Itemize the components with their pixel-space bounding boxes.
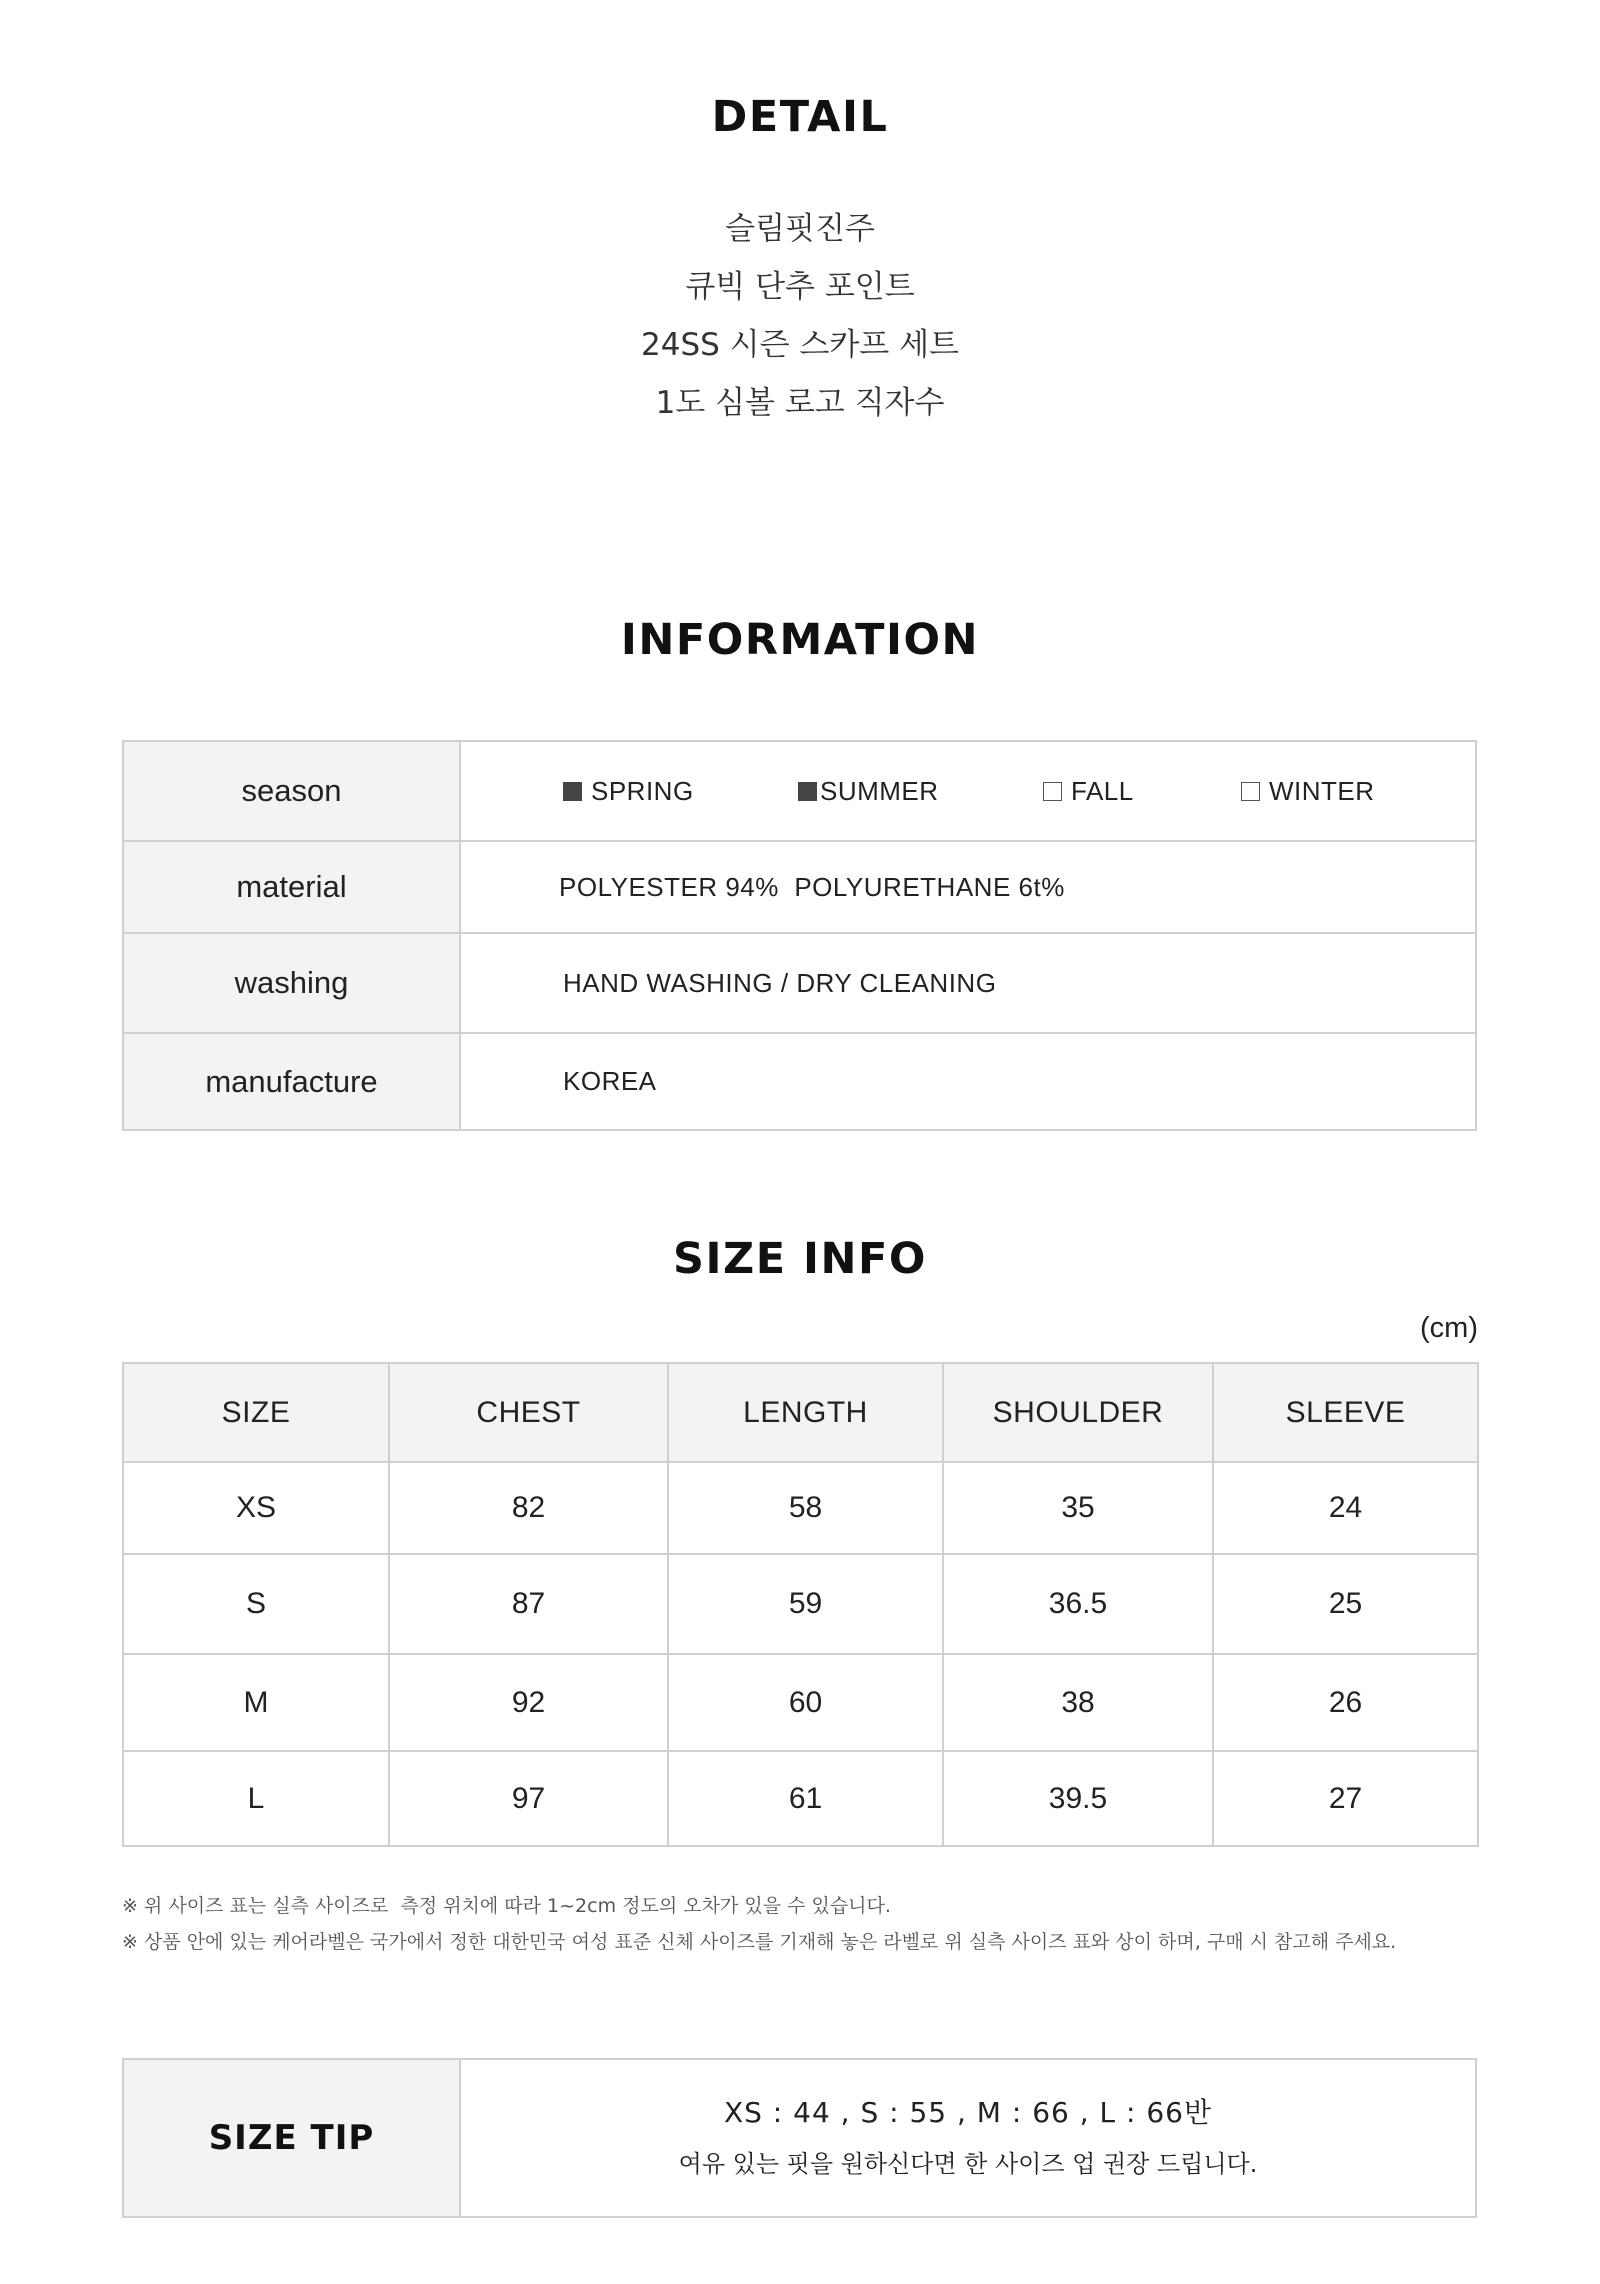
column-header: SIZE: [123, 1363, 389, 1462]
column-header: LENGTH: [668, 1363, 943, 1462]
season-options: [563, 776, 1475, 807]
season-label: season: [123, 741, 460, 841]
shoulder-cell: 39.5: [943, 1751, 1213, 1846]
length-cell: 58: [668, 1462, 943, 1554]
chest-cell: 97: [389, 1751, 668, 1846]
sleeve-cell: 25: [1213, 1554, 1478, 1654]
size-note: ※ 위 사이즈 표는 실측 사이즈로 측정 위치에 따라 1~2cm 정도의 오차가 있을 수 있습니다.: [122, 1895, 891, 1917]
checked-box-icon: [563, 782, 582, 801]
shoulder-cell: 38: [943, 1654, 1213, 1751]
length-cell: 60: [668, 1654, 943, 1751]
length-cell: 59: [668, 1554, 943, 1654]
size-info-title: SIZE INFO: [673, 1234, 927, 1284]
empty-box-icon: [1043, 782, 1062, 801]
season-option-label: FALL: [1071, 775, 1134, 806]
season-option-summer: [798, 776, 1043, 807]
detail-title: DETAIL: [711, 92, 889, 142]
column-header: CHEST: [389, 1363, 668, 1462]
season-option-label: WINTER: [1269, 775, 1375, 806]
table-row: [123, 1654, 1478, 1751]
season-value: [460, 741, 1476, 841]
info-row-washing: [123, 933, 1476, 1033]
sleeve-cell: 27: [1213, 1751, 1478, 1846]
size-tip-row: [123, 2059, 1476, 2217]
checked-box-icon: [798, 782, 817, 801]
detail-line: 24SS 시즌 스카프 세트: [641, 327, 959, 363]
information-title: INFORMATION: [620, 615, 980, 665]
shoulder-cell: 35: [943, 1462, 1213, 1554]
size-notes: [122, 1888, 1482, 1960]
column-header: SHOULDER: [943, 1363, 1213, 1462]
season-option-fall: [1043, 776, 1241, 807]
size-note: ※ 상품 안에 있는 케어라벨은 국가에서 정한 대한민국 여성 표준 신체 사이즈를 기재해 놓은 라벨로 위 실측 사이즈 표와 상이 하며, 구매 시 참고해 주세요.: [122, 1931, 1397, 1953]
sleeve-cell: 24: [1213, 1462, 1478, 1554]
size-tip-label: SIZE TIP: [123, 2059, 460, 2217]
season-option-label: SPRING: [591, 775, 694, 806]
empty-box-icon: [1241, 782, 1260, 801]
information-table: [122, 740, 1477, 1131]
sleeve-cell: 26: [1213, 1654, 1478, 1751]
size-tip-advice: 여유 있는 핏을 원하신다면 한 사이즈 업 권장 드립니다.: [678, 2150, 1258, 2178]
washing-label: washing: [123, 933, 460, 1033]
detail-line: 큐빅 단추 포인트: [685, 269, 915, 305]
info-row-material: [123, 841, 1476, 933]
size-cell: S: [123, 1554, 389, 1654]
material-value: POLYESTER 94% POLYURETHANE 6t%: [460, 841, 1476, 933]
size-tip-mapping: XS : 44 , S : 55 , M : 66 , L : 66반: [723, 2096, 1213, 2129]
size-table-header: [123, 1363, 1478, 1462]
size-cell: XS: [123, 1462, 389, 1554]
size-cell: M: [123, 1654, 389, 1751]
info-row-manufacture: [123, 1033, 1476, 1130]
manufacture-value: KOREA: [460, 1033, 1476, 1130]
column-header: SLEEVE: [1213, 1363, 1478, 1462]
detail-list: [0, 200, 1600, 432]
shoulder-cell: 36.5: [943, 1554, 1213, 1654]
detail-line: 슬림핏진주: [725, 211, 875, 247]
info-row-season: [123, 741, 1476, 841]
size-cell: L: [123, 1751, 389, 1846]
table-row: [123, 1751, 1478, 1846]
chest-cell: 82: [389, 1462, 668, 1554]
chest-cell: 92: [389, 1654, 668, 1751]
manufacture-label: manufacture: [123, 1033, 460, 1130]
size-table: [122, 1362, 1479, 1847]
size-tip-body: [460, 2059, 1476, 2217]
size-tip-table: [122, 2058, 1477, 2218]
season-option-winter: [1241, 776, 1375, 807]
season-option-label: SUMMER: [820, 775, 939, 806]
length-cell: 61: [668, 1751, 943, 1846]
table-row: [123, 1554, 1478, 1654]
detail-line: 1도 심볼 로고 직자수: [655, 385, 945, 421]
unit-label: (cm): [1420, 1312, 1478, 1344]
material-label: material: [123, 841, 460, 933]
season-option-spring: [563, 776, 798, 807]
table-row: [123, 1462, 1478, 1554]
chest-cell: 87: [389, 1554, 668, 1654]
washing-value: HAND WASHING / DRY CLEANING: [460, 933, 1476, 1033]
